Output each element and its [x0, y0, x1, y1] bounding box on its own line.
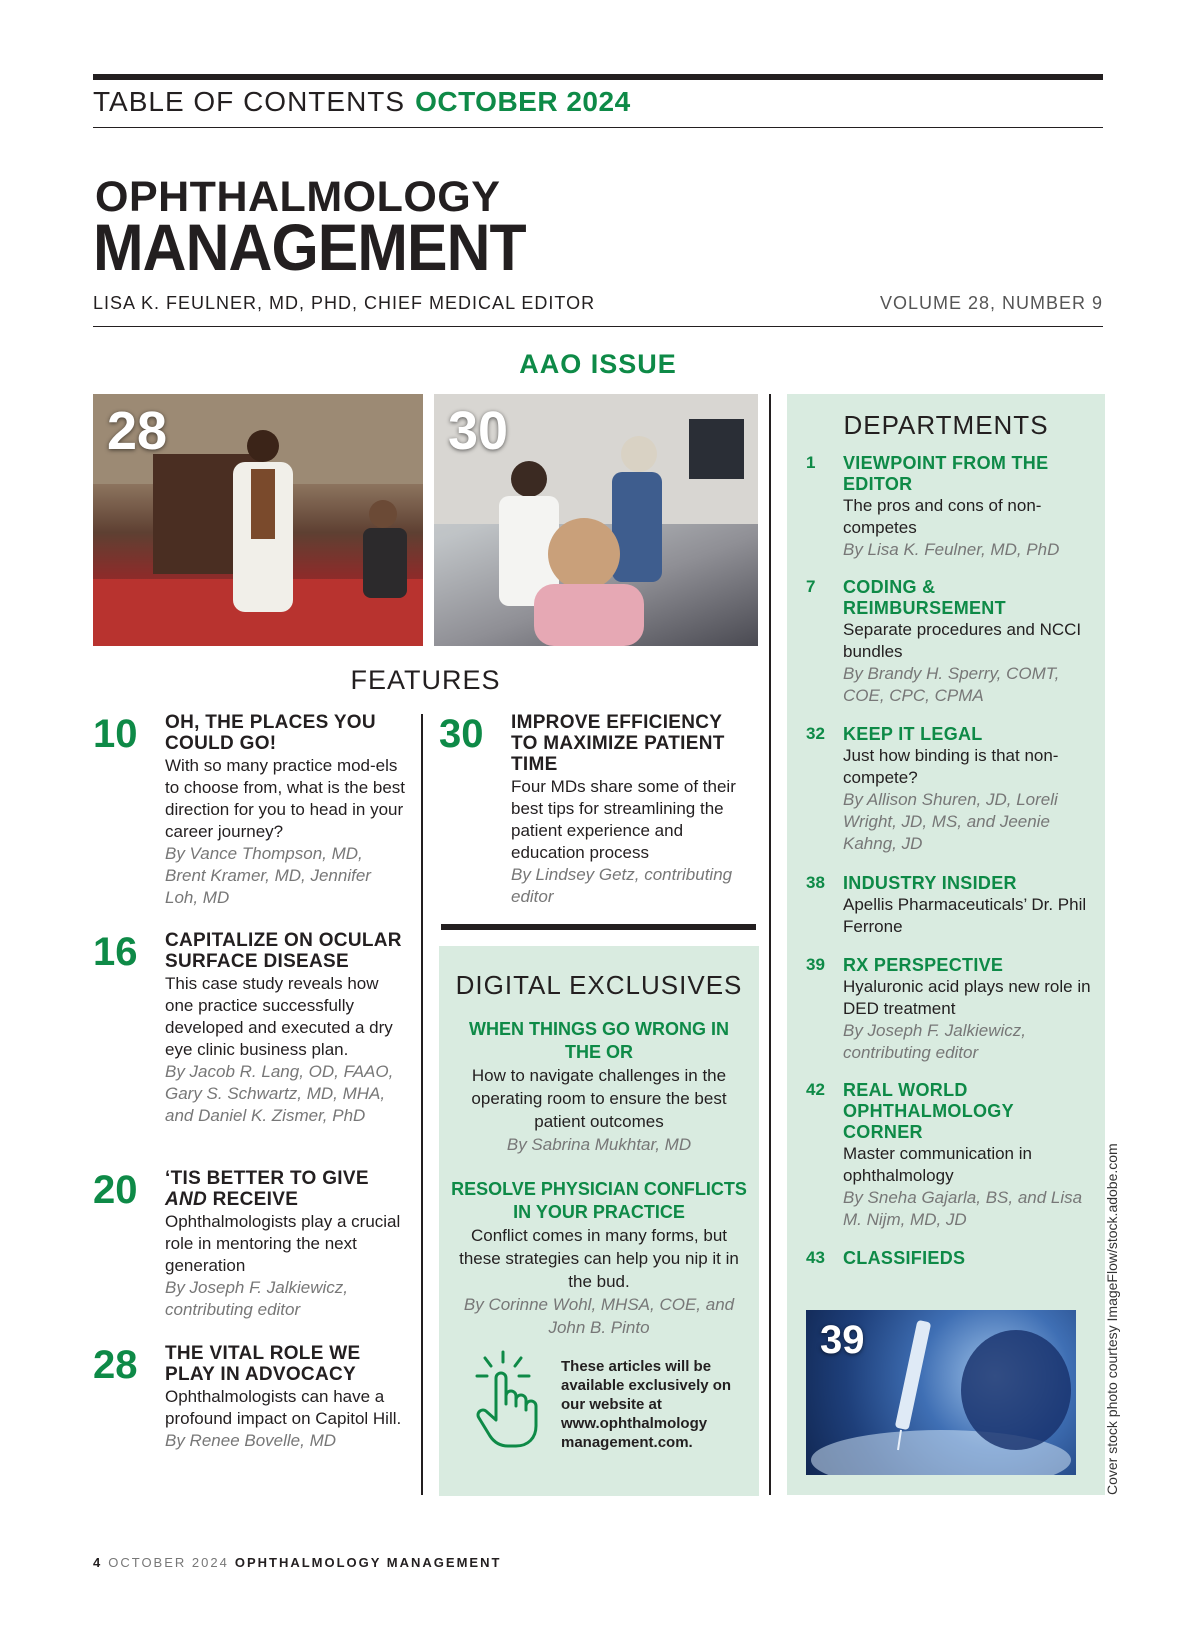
top-rule — [93, 74, 1103, 80]
department-entry[interactable] — [806, 1248, 1096, 1269]
department-headline: KEEP IT LEGAL — [843, 724, 983, 744]
digital-note: These articles will be available exclusively on our website at www.ophthalmology management.com. — [561, 1358, 732, 1451]
feature-description: With so many practice mod-els to choose from, what is the best direction for you to head in your career journey? — [165, 756, 406, 841]
department-headline: CODING & REIMBURSEMENT — [843, 577, 1006, 618]
department-headline: VIEWPOINT FROM THE EDITOR — [843, 453, 1049, 494]
department-entry[interactable] — [806, 724, 1096, 855]
feature-headline: CAPITALIZE ON OCULAR SURFACE DISEASE — [165, 930, 402, 972]
issue-month: OCTOBER 2024 — [415, 86, 631, 117]
features-column-divider — [421, 714, 423, 1495]
feature-byline: By Joseph F. Jalkiewicz, contributing editor — [165, 1278, 348, 1319]
feature-headline: IMPROVE EFFICIENCY TO MAXIMIZE PATIENT TIME — [511, 712, 725, 775]
department-description: Hyaluronic acid plays new role in DED treatment — [843, 977, 1091, 1018]
page-footer — [93, 1555, 501, 1570]
feature-page-number: 28 — [93, 1343, 138, 1387]
department-page-number: 38 — [806, 873, 825, 892]
digital-byline: By Corinne Wohl, MHSA, COE, and John B. Pinto — [463, 1295, 735, 1337]
feature-page-number: 30 — [439, 712, 484, 756]
departments-column-divider — [769, 394, 771, 1495]
feature-article[interactable] — [93, 930, 405, 1127]
features-heading: FEATURES — [350, 665, 501, 695]
department-entry[interactable] — [806, 873, 1096, 938]
department-page-number: 39 — [806, 955, 825, 974]
department-headline: CLASSIFIEDS — [843, 1248, 966, 1268]
digital-divider — [441, 924, 756, 930]
department-entry[interactable] — [806, 955, 1096, 1064]
feature-headline-part: RECEIVE — [207, 1189, 299, 1210]
digital-headline: RESOLVE PHYSICIAN CONFLICTS IN YOUR PRACTICE — [451, 1179, 747, 1222]
photo-page-number: 28 — [107, 401, 168, 461]
feature-page-number: 10 — [93, 712, 138, 756]
department-page-number: 42 — [806, 1080, 825, 1099]
footer-page-number: 4 — [93, 1555, 103, 1570]
digital-description: How to navigate challenges in the operating room to ensure the best patient outcomes — [471, 1066, 727, 1131]
digital-article[interactable] — [450, 1018, 748, 1156]
department-entry[interactable] — [806, 577, 1096, 707]
department-byline: By Sneha Gajarla, BS, and Lisa M. Nijm, MD, JD — [843, 1188, 1083, 1229]
department-entry[interactable] — [806, 453, 1096, 561]
department-headline: REAL WORLD OPHTHALMOLOGY CORNER — [843, 1080, 1014, 1142]
toc-header — [93, 86, 631, 118]
department-byline: By Joseph F. Jalkiewicz, contributing editor — [843, 1021, 1026, 1062]
logo-line-2: MANAGEMENT — [93, 210, 526, 284]
feature-byline: By Jacob R. Lang, OD, FAAO, Gary S. Schwartz, MD, MHA, and Daniel K. Zismer, PhD — [165, 1062, 394, 1125]
photo-page-number: 39 — [820, 1318, 865, 1362]
digital-headline: WHEN THINGS GO WRONG IN THE OR — [469, 1019, 729, 1062]
feature-photo-30[interactable] — [434, 394, 758, 646]
department-description: The pros and cons of non-competes — [843, 496, 1042, 537]
photo-page-number: 30 — [448, 401, 509, 461]
feature-headline-emphasis: AND — [165, 1189, 208, 1210]
department-entry[interactable] — [806, 1080, 1096, 1231]
feature-byline: By Lindsey Getz, contributing editor — [511, 865, 733, 906]
department-description: Master communication in ophthalmology — [843, 1144, 1032, 1185]
feature-description: This case study reveals how one practice successfully developed and executed a dry eye clinic business plan. — [165, 974, 393, 1059]
hand-tap-icon — [463, 1348, 547, 1453]
department-photo-39[interactable] — [806, 1310, 1076, 1475]
volume-number: VOLUME 28, NUMBER 9 — [879, 293, 1103, 313]
toc-label: TABLE OF CONTENTS — [93, 86, 406, 117]
department-byline: By Lisa K. Feulner, MD, PhD — [843, 540, 1060, 559]
feature-headline: THE VITAL ROLE WE PLAY IN ADVOCACY — [165, 1343, 361, 1385]
digital-article[interactable] — [450, 1178, 748, 1339]
issue-banner: AAO ISSUE — [519, 349, 677, 379]
feature-page-number: 16 — [93, 930, 138, 974]
departments-heading: DEPARTMENTS — [843, 410, 1049, 440]
feature-description: Ophthalmologists play a crucial role in mentoring the next generation — [165, 1212, 401, 1275]
header-divider — [93, 127, 1103, 128]
feature-article[interactable] — [93, 1168, 405, 1321]
department-description: Separate procedures and NCCI bundles — [843, 620, 1082, 661]
department-byline: By Allison Shuren, JD, Loreli Wright, JD, MS, and Jeenie Kahng, JD — [843, 790, 1058, 853]
department-description: Apellis Pharmaceuticals’ Dr. Phil Ferrone — [843, 895, 1087, 936]
department-page-number: 1 — [806, 453, 816, 472]
digital-description: Conflict comes in many forms, but these strategies can help you nip it in the bud. — [459, 1226, 739, 1291]
footer-month: OCTOBER 2024 — [108, 1555, 229, 1570]
department-headline: RX PERSPECTIVE — [843, 955, 1004, 975]
logo-line-1: OPHTHALMOLOGY — [95, 173, 501, 221]
feature-photo-28[interactable] — [93, 394, 423, 646]
department-page-number: 7 — [806, 577, 816, 596]
department-page-number: 43 — [806, 1248, 825, 1267]
feature-article[interactable] — [439, 712, 751, 908]
photo-credit: Cover stock photo courtesy ImageFlow/stock.adobe.com — [1104, 1143, 1120, 1495]
feature-article[interactable] — [93, 712, 406, 909]
feature-article[interactable] — [93, 1343, 405, 1452]
department-byline: By Brandy H. Sperry, COMT, COE, CPC, CPMA — [843, 664, 1060, 705]
feature-page-number: 20 — [93, 1168, 138, 1212]
department-description: Just how binding is that non-compete? — [843, 746, 1059, 787]
feature-headline: OH, THE PLACES YOU COULD GO! — [165, 712, 376, 754]
feature-byline: By Renee Bovelle, MD — [165, 1431, 337, 1450]
feature-headline-part: ‘TIS BETTER TO GIVE — [165, 1168, 369, 1189]
digital-byline: By Sabrina Mukhtar, MD — [506, 1135, 692, 1154]
digital-exclusives-heading: DIGITAL EXCLUSIVES — [455, 970, 743, 1000]
feature-headline — [165, 1168, 405, 1210]
footer-publication: OPHTHALMOLOGY MANAGEMENT — [234, 1555, 502, 1570]
feature-description: Four MDs share some of their best tips for streamlining the patient experience and education process — [511, 777, 736, 862]
masthead-divider — [93, 326, 1103, 327]
chief-editor: LISA K. FEULNER, MD, PHD, CHIEF MEDICAL EDITOR — [93, 293, 596, 313]
feature-byline: By Vance Thompson, MD, Brent Kramer, MD, Jennifer Loh, MD — [165, 844, 371, 907]
department-headline: INDUSTRY INSIDER — [843, 873, 1017, 893]
feature-description: Ophthalmologists can have a profound impact on Capitol Hill. — [165, 1387, 402, 1428]
department-page-number: 32 — [806, 724, 825, 743]
